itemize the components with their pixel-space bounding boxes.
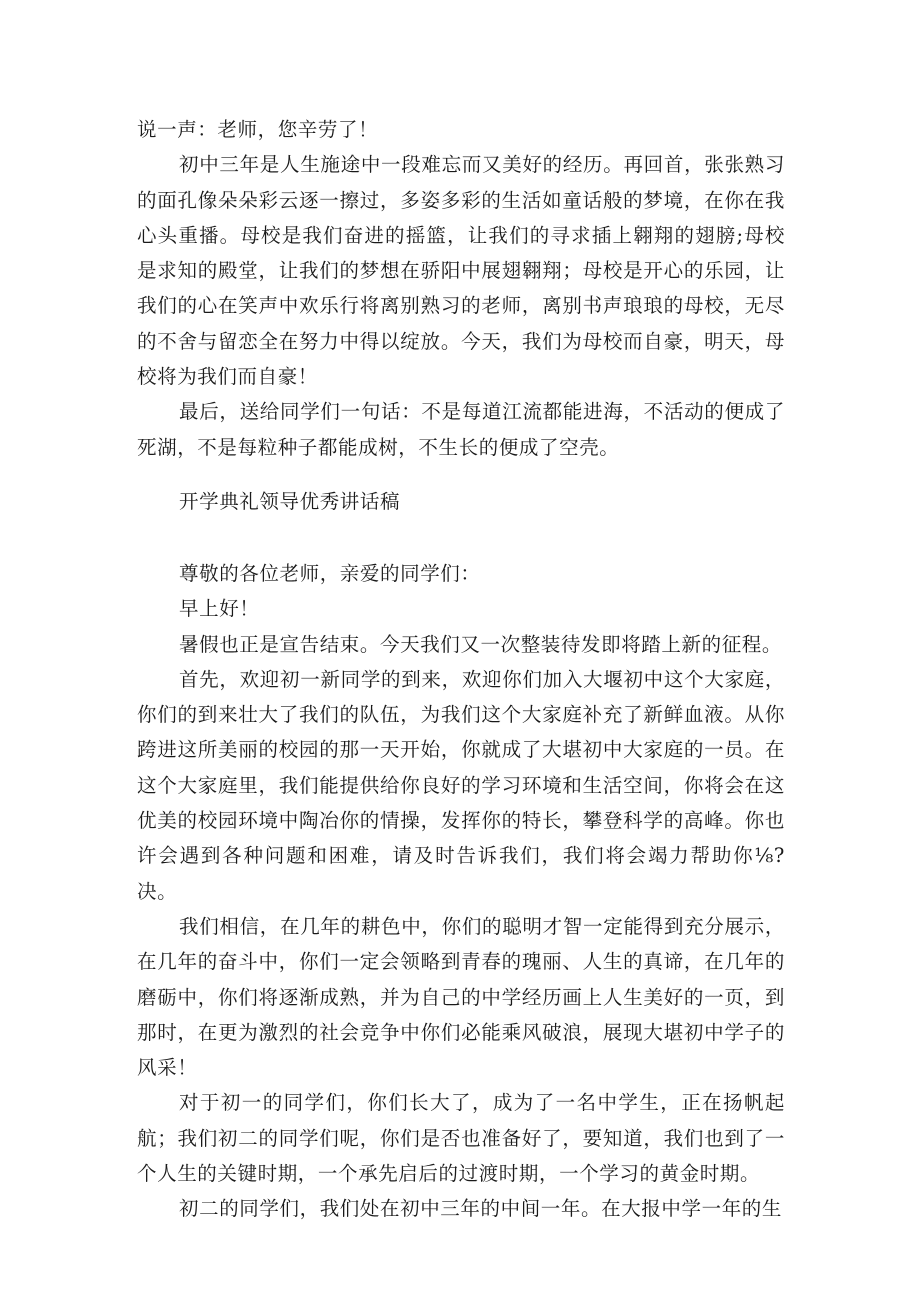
paragraph: 我们相信，在几年的耕色中，你们的聪明才智一定能得到充分展示，在几年的奋斗中，你们一定会领略到青春的瑰丽、人生的真谛，在几年的磨砺中，你们将逐渐成熟，并为自己的中学经历画上人生美好的一页，到那时，在更为激烈的社会竞争中你们必能乘风破浪，展现大堪初中学子的风采！ xyxy=(137,914,785,1080)
paragraph: 初中三年是人生施途中一段难忘而又美好的经历。再回首，张张熟习的面孔像朵朵彩云逐一擦过，多姿多彩的生活如童话般的梦境，在你在我心头重播。母校是我们奋进的摇篮，让我们的寻求插上翱翔的翅膀;母校是求知的殿堂，让我们的梦想在骄阳中展翅翱翔；母校是开心的乐园，让我们的心在笑声中欢乐行将离别熟习的老师，离别书声琅琅的母校，无尽的不舍与留恋全在努力中得以绽放。今天，我们为母校而自豪，明天，母校将为我们而自豪！ xyxy=(137,153,785,389)
paragraph: 最后，送给同学们一句话：不是每道江流都能进海，不活动的便成了死湖，不是每粒种子都能成树，不生长的便成了空壳。 xyxy=(137,400,785,459)
section-title: 开学典礼领导优秀讲话稿 xyxy=(179,490,401,513)
paragraph: 说一声：老师，您辛劳了！ xyxy=(137,118,379,141)
paragraph: 首先，欢迎初一新同学的到来，欢迎你们加入大堰初中这个大家庭，你们的到来壮大了我们的队伍，为我们这个大家庭补充了新鲜血液。从你跨进这所美丽的校园的那一天开始，你就成了大堪初中大家庭的一员。在这个大家庭里，我们能提供给你良好的学习环境和生活空间，你将会在这优美的校园环境中陶冶你的情操，发挥你的特长，攀登科学的高峰。你也许会遇到各种问题和困难，请及时告诉我们，我们将会竭力帮助你⅛?决。 xyxy=(137,667,785,903)
greeting: 早上好！ xyxy=(179,597,260,621)
salutation: 尊敬的各位老师，亲爱的同学们： xyxy=(179,562,481,585)
body-text-section-2 xyxy=(137,556,785,1227)
paragraph: 暑假也正是宣告结束。今天我们又一次整装待发即将踏上新的征程。 xyxy=(179,632,783,656)
section-title-block xyxy=(137,484,785,519)
body-text-section-1 xyxy=(137,112,785,465)
paragraph: 对于初一的同学们，你们长大了，成为了一名中学生，正在扬帆起航；我们初二的同学们呢，你们是否也准备好了，要知道，我们也到了一个人生的关键时期，一个承先启后的过渡时期，一个学习的黄金时期。 xyxy=(137,1091,785,1186)
paragraph: 初二的同学们，我们处在初中三年的中间一年。在大报中学一年的生 xyxy=(179,1197,783,1221)
